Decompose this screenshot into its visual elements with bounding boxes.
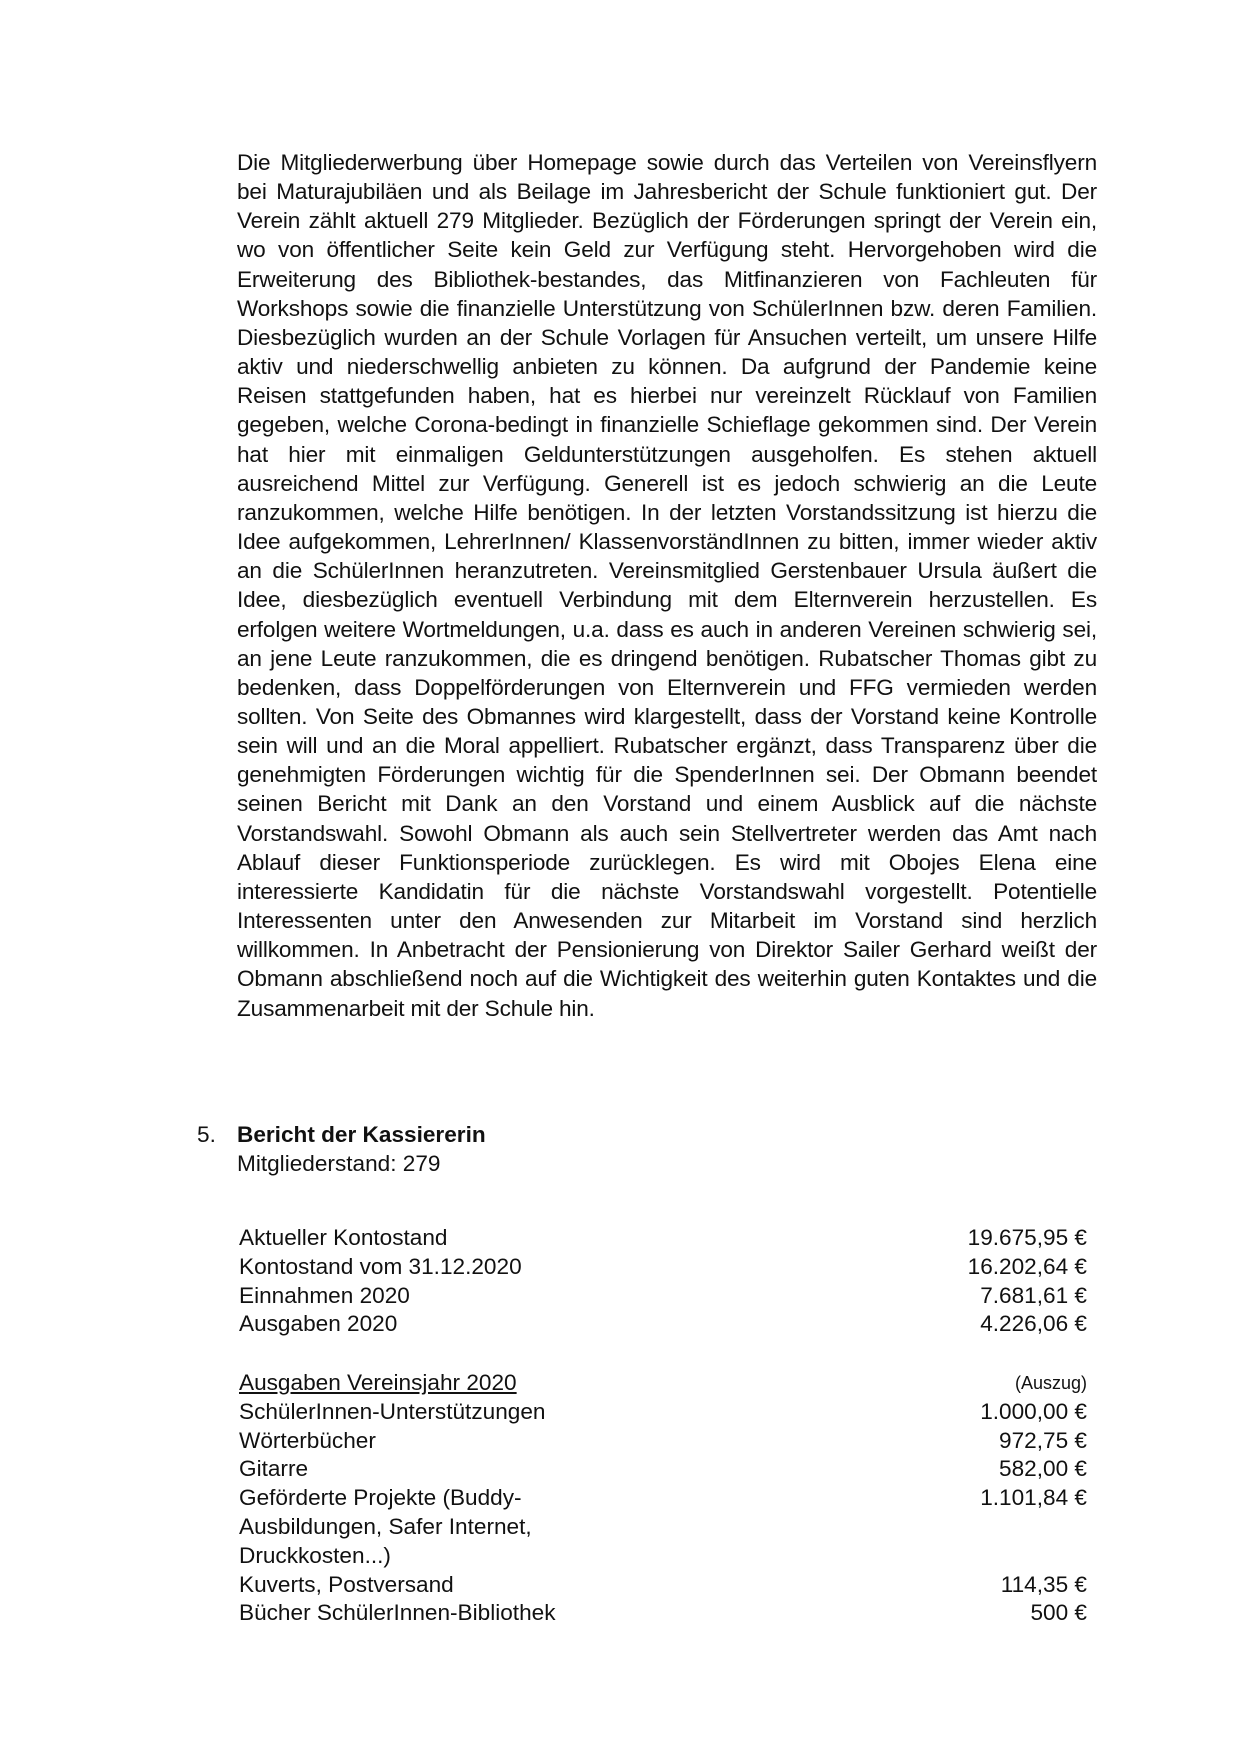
row-label: Gitarre bbox=[239, 1456, 309, 1482]
table-row bbox=[239, 1571, 1087, 1600]
row-value: 1.101,84 € bbox=[980, 1485, 1087, 1511]
balance-table bbox=[239, 1224, 1087, 1339]
row-label: Kuverts, Postversand bbox=[239, 1571, 454, 1597]
row-label: Wörterbücher bbox=[239, 1427, 376, 1453]
row-value: 972,75 € bbox=[999, 1427, 1087, 1453]
expenses-table bbox=[239, 1369, 1087, 1628]
section-heading bbox=[197, 1120, 1097, 1149]
row-value: 500 € bbox=[1030, 1600, 1087, 1626]
row-value: 4.226,06 € bbox=[980, 1311, 1087, 1337]
section-title: Bericht der Kassiererin bbox=[237, 1122, 486, 1147]
row-value: 1.000,00 € bbox=[980, 1398, 1087, 1424]
row-value: 16.202,64 € bbox=[967, 1253, 1087, 1279]
table-row bbox=[239, 1310, 1087, 1339]
expenses-heading-row bbox=[239, 1369, 1087, 1398]
row-value: 114,35 € bbox=[1000, 1571, 1087, 1597]
row-value: 19.675,95 € bbox=[967, 1225, 1087, 1250]
row-label: Einnahmen 2020 bbox=[239, 1282, 410, 1308]
row-label: Aktueller Kontostand bbox=[239, 1225, 448, 1250]
section-number: 5. bbox=[197, 1122, 216, 1147]
table-row bbox=[239, 1484, 1087, 1570]
row-label: Kontostand vom 31.12.2020 bbox=[239, 1253, 522, 1279]
table-row bbox=[239, 1427, 1087, 1456]
table-row bbox=[239, 1398, 1087, 1427]
table-row bbox=[239, 1253, 1087, 1282]
row-value: 7.681,61 € bbox=[980, 1282, 1087, 1308]
row-value: 582,00 € bbox=[999, 1456, 1087, 1482]
row-label: Geförderte Projekte (Buddy-Ausbildungen, Safer Internet, Druckkosten...) bbox=[239, 1485, 532, 1568]
body-paragraph: Die Mitgliederwerbung über Homepage sowie durch das Verteilen von Vereinsflyern bei Maturajubiläen und als Beilage im Jahresbericht der Schule funktioniert gut. Der Verein zählt aktuell 279 Mitglieder. Bezüglich der Förderungen springt der Verein ein, wo von öffentlicher Seite kein Geld zur Verfügung steht. Hervorgehoben wird die Erweiterung des Bibliothek-bestandes, das Mitfinanzieren von Fachleuten für Workshops sowie die finanzielle Unterstützung von SchülerInnen bzw. deren Familien. Diesbezüglich wurden an der Schule Vorlagen für Ansuchen verteilt, um unsere Hilfe aktiv und niederschwellig anbieten zu können. Da aufgrund der Pandemie keine Reisen stattgefunden haben, hat es hierbei nur vereinzelt Rücklauf von Familien gegeben, welche Corona-bedingt in finanzielle Schieflage gekommen sind. Der Verein hat hier mit einmaligen Geldunterstützungen ausgeholfen. Es stehen aktuell ausreichend Mittel zur Verfügung. Generell ist es jedoch schwierig an die Leute ranzukommen, welche Hilfe benötigen. In der letzten Vorstandssitzung ist hierzu die Idee aufgekommen, LehrerInnen/ KlassenvorständInnen zu bitten, immer wieder aktiv an die SchülerInnen heranzutreten. Vereinsmitglied Gerstenbauer Ursula äußert die Idee, diesbezüglich eventuell Verbindung mit dem Elternverein herzustellen. Es erfolgen weitere Wortmeldungen, u.a. dass es auch in anderen Vereinen schwierig sei, an jene Leute ranzukommen, die es dringend benötigen. Rubatscher Thomas gibt zu bedenken, dass Doppelförderungen von Elternverein und FFG vermieden werden sollten. Von Seite des Obmannes wird klargestellt, dass der Vorstand keine Kontrolle sein will und an die Moral appelliert. Rubatscher ergänzt, dass Transparenz über die genehmigten Förderungen wichtig für die SpenderInnen sei. Der Obmann beendet seinen Bericht mit Dank an den Vorstand und einem Ausblick auf die nächste Vorstandswahl. Sowohl Obmann als auch sein Stellvertreter werden das Amt nach Ablauf dieser Funktionsperiode zurücklegen. Es wird mit Obojes Elena eine interessierte Kandidatin für die nächste Vorstandswahl vorgestellt. Potentielle Interessenten unter den Anwesenden zur Mitarbeit im Vorstand sind herzlich willkommen. In Anbetracht der Pensionierung von Direktor Sailer Gerhard weißt der Obmann abschließend noch auf die Wichtigkeit des weiterhin guten Kontaktes und die Zusammenarbeit mit der Schule hin. bbox=[237, 150, 1097, 1021]
row-label: SchülerInnen-Unterstützungen bbox=[239, 1398, 546, 1424]
expenses-note: (Auszug) bbox=[1014, 1373, 1087, 1393]
member-count: Mitgliederstand: 279 bbox=[237, 1151, 441, 1176]
table-row bbox=[239, 1455, 1087, 1484]
row-label: Ausgaben 2020 bbox=[239, 1311, 398, 1337]
row-label: Bücher SchülerInnen-Bibliothek bbox=[239, 1600, 556, 1626]
expenses-heading: Ausgaben Vereinsjahr 2020 bbox=[239, 1370, 517, 1395]
table-row bbox=[239, 1599, 1087, 1628]
table-row bbox=[239, 1282, 1087, 1311]
section-treasurer-report bbox=[197, 1120, 1097, 1178]
table-row bbox=[239, 1224, 1087, 1253]
